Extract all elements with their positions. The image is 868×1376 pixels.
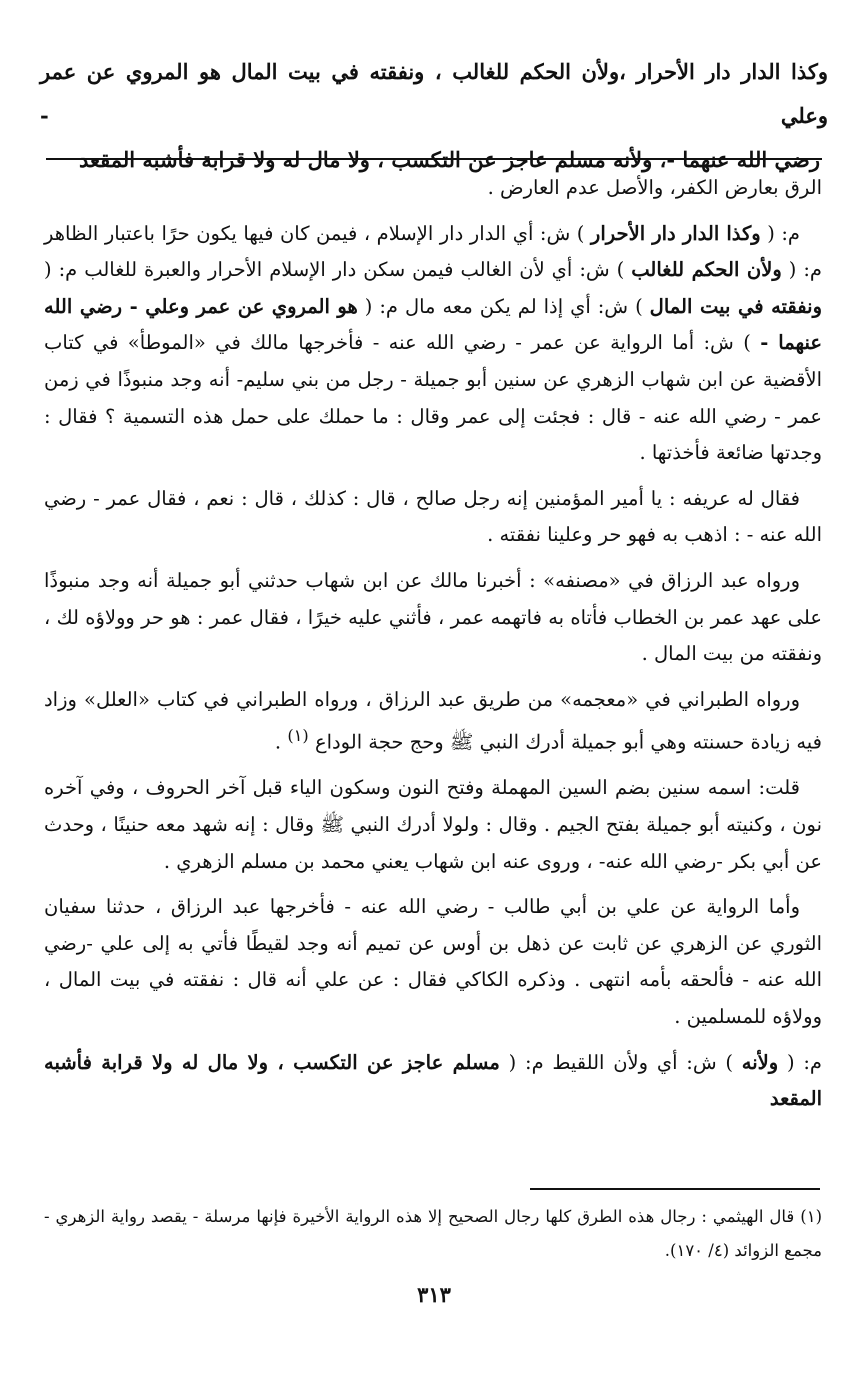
paragraph-6: قلت: اسمه سنين بضم السين المهملة وفتح النون وسكون الياء قبل آخر الحروف ، وفي آخره نون ، وكنيته أبو جميلة بفتح الجيم . وقال : ولولا أدرك النبي ﷺ وقال : إنه شهد معه حنينًا ، وحدث عن أبي بكر -رضي الله عنه- ، وروى عنه ابن شهاب يعني محمد بن مسلم الزهري . [44, 776, 822, 873]
paragraph-2-segment: ) ش: أي الدار دار الإسلام ، فيمن كان فيها يكون حرًا باعتبار الظاهر م: ( [44, 221, 823, 282]
matn-line-2: رضي الله عنهما -، ولأنه مسلم عاجز عن التكسب ، ولا مال له ولا قرابة فأشبه المقعد [78, 147, 820, 172]
matn-header-text [40, 50, 828, 182]
paragraph-5 [44, 682, 822, 762]
matn-quote: وكذا الدار دار الأحرار [590, 221, 761, 245]
page-number: ٣١٣ [417, 1282, 451, 1307]
paragraph-5-end: . [274, 730, 288, 754]
paragraph-2-segment: ) ش: أما الرواية عن عمر - رضي الله عنه - فأخرجها مالك في «الموطأ» في كتاب الأقضية عن ابن شهاب الزهري عن سنين أبو جميلة - رجل من بني سليم- أنه وجد منبوذًا في زمن عمر - رضي الله عنه - قال : فجئت إلى عمر وقال : ما حملك على حمل هذه التسمية ؟ فقال : وجدتها ضائعة فأخذتها . [44, 331, 822, 465]
paragraph-8 [44, 1045, 822, 1118]
paragraph-2-segment: م: ( [767, 221, 800, 245]
paragraph-4: ورواه عبد الرزاق في «مصنفه» : أخبرنا مالك عن ابن شهاب حدثني أبو جميلة أنه وجد منبوذًا على عهد عمر بن الخطاب فأتاه به فاتهمه عمر ، فأثني عليه خيرًا ، فقال عمر : هو حر وولاؤه لك ، ونفقته من بيت المال . [44, 568, 822, 666]
header-divider [46, 158, 822, 160]
matn-quote: ولأن الحكم للغالب [631, 258, 782, 282]
footnote: (١) قال الهيثمي : رجال هذه الطرق كلها رجال الصحيح إلا هذه الرواية الأخيرة فإنها مرسلة - يقصد رواية الزهري - مجمع الزوائد (٤/ ١٧٠). [44, 1207, 822, 1260]
matn-quote: مسلم عاجز عن التكسب ، ولا مال له ولا قرابة فأشبه المقعد [44, 1050, 822, 1111]
matn-line-1: وكذا الدار دار الأحرار ،ولأن الحكم للغالب ، ونفقته في بيت المال هو المروي عن عمر وعلي - [40, 59, 828, 128]
paragraph-3: فقال له عريفه : يا أمير المؤمنين إنه رجل صالح ، قال : كذلك ، قال : نعم ، فقال عمر - رضي الله عنه - : اذهب به فهو حر وعلينا نفقته . [44, 486, 822, 547]
commentary-body [44, 170, 822, 1127]
paragraph-5-text: ورواه الطبراني في «معجمه» من طريق عبد الرزاق ، ورواه الطبراني في كتاب «العلل» وزاد فيه زيادة حسنته وهي أبو جميلة أدرك النبي ﷺ وحج حجة الوداع [44, 687, 822, 754]
paragraph-7: وأما الرواية عن علي بن أبي طالب - رضي الله عنه - فأخرجها عبد الرزاق ، حدثنا سفيان الثوري عن الزهري عن ثابت عن ذهل بن أوس عن تميم أنه وجد لقيطًا فأتي به إلى علي -رضي الله عنه - فألحقه بأمه انتهى . وذكره الكاكي فقال : عن علي أنه قال : نفقته في بيت المال ، وولاؤه للمسلمين . [44, 895, 822, 1028]
paragraph-2 [44, 216, 822, 472]
matn-quote: هو المروي عن عمر وعلي - رضي الله عنهما - [44, 294, 822, 355]
paragraph-2-segment: ) ش: أي إذا لم يكن معه مال م: ( [364, 294, 643, 318]
footnote-reference: (١) [287, 726, 309, 746]
paragraph-8-segment: م: ( [786, 1050, 822, 1074]
paragraph-8-segment: ) ش: أي ولأن اللقيط م: ( [508, 1050, 734, 1074]
paragraph-2-segment: ) ش: أي لأن الغالب فيمن سكن دار الإسلام الأحرار والعبرة للغالب م: ( [44, 258, 625, 282]
matn-quote: ولأنه [741, 1050, 779, 1074]
paragraph-1: الرق بعارض الكفر، والأصل عدم العارض . [487, 176, 822, 199]
footnote-divider [530, 1188, 820, 1190]
matn-quote: ونفقته في بيت المال [649, 294, 823, 318]
